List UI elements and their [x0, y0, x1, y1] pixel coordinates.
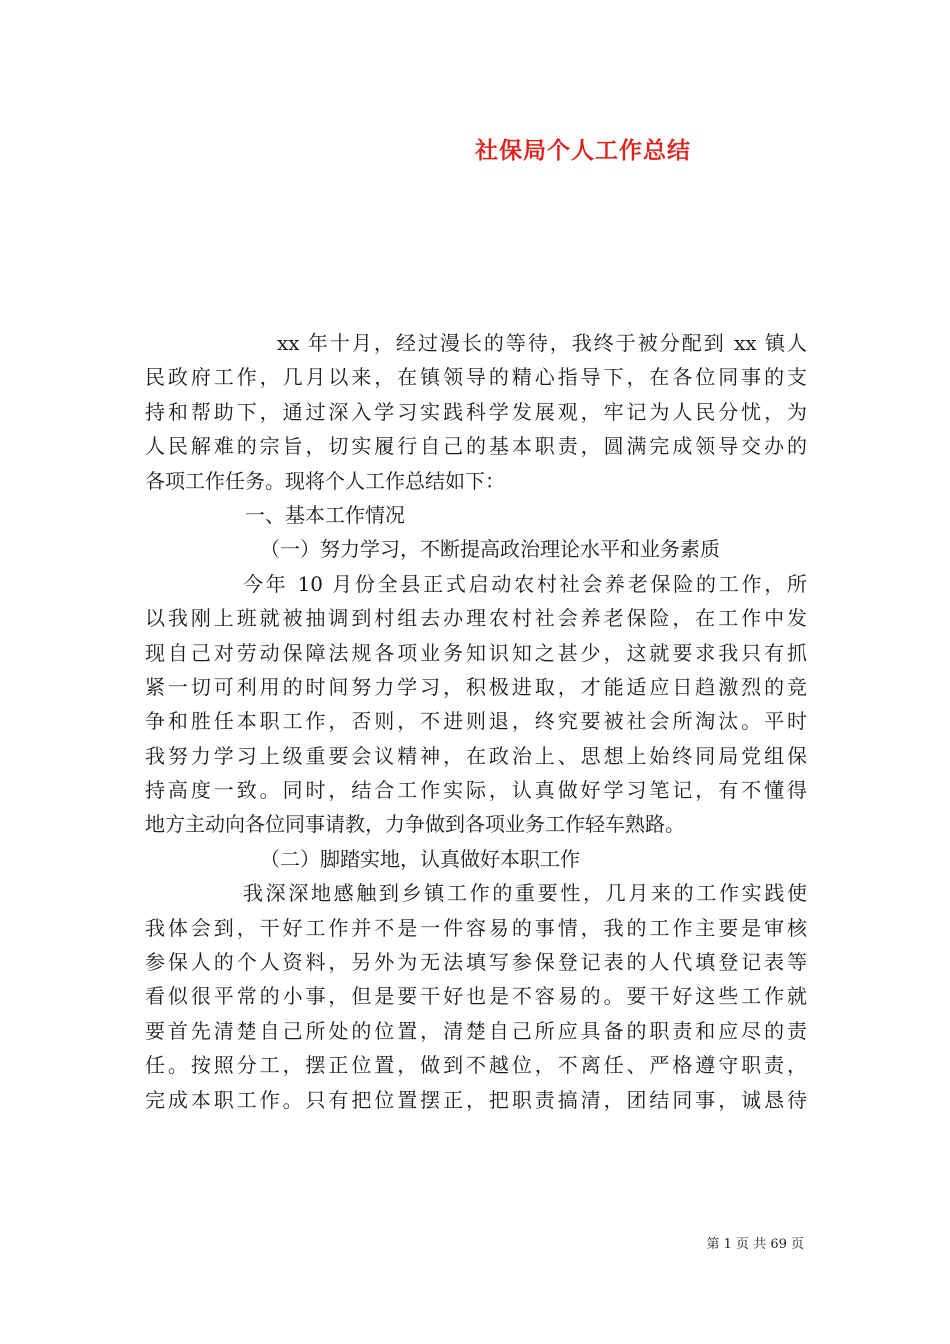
text-line: 现自己对劳动保障法规各项业务知识知之甚少，这就要求我只有抓 [145, 640, 807, 665]
text-line: 紧一切可利用的时间努力学习，积极进取，才能适应日趋激烈的竞 [145, 674, 807, 699]
text-line: 人民解难的宗旨，切实履行自己的基本职责，圆满完成领导交办的 [145, 434, 807, 459]
text-line: 争和胜任本职工作，否则，不进则退，终究要被社会所淘汰。平时 [145, 709, 807, 734]
text-line: 完成本职工作。只有把位置摆正，把职责搞清，团结同事，诚恳待 [145, 1087, 807, 1112]
text-line: 我深深地感触到乡镇工作的重要性，几月来的工作实践使 [243, 881, 807, 906]
text-line: 民政府工作，几月以来，在镇领导的精心指导下，在各位同事的支 [145, 365, 807, 390]
text-line: xx 年十月，经过漫长的等待，我终于被分配到 xx 镇人 [277, 331, 807, 355]
subsection-heading: （一）努力学习，不断提高政治理论水平和业务素质 [260, 537, 720, 562]
page-number: 第 1 页 共 69 页 [706, 1237, 804, 1252]
text-line: 各项工作任务。现将个人工作总结如下： [145, 468, 505, 493]
text-line: 今年 10 月份全县正式启动农村社会养老保险的工作，所 [243, 571, 807, 596]
subsection-heading: （二）脚踏实地，认真做好本职工作 [260, 846, 580, 871]
text-line: 以我刚上班就被抽调到村组去办理农村社会养老保险，在工作中发 [145, 606, 807, 631]
text-line: 持和帮助下，通过深入学习实践科学发展观，牢记为人民分忧，为 [145, 399, 807, 424]
text-line: 持高度一致。同时，结合工作实际，认真做好学习笔记，有不懂得 [145, 778, 807, 803]
text-line: 我体会到，干好工作并不是一件容易的事情，我的工作主要是审核 [145, 915, 807, 940]
text-line: 看似很平常的小事，但是要干好也是不容易的。要干好这些工作就 [145, 984, 807, 1009]
section-heading: 一、基本工作情况 [245, 502, 405, 527]
document-title: 社保局个人工作总结 [475, 137, 691, 164]
text-line: 我努力学习上级重要会议精神，在政治上、思想上始终同局党组保 [145, 743, 807, 768]
text-line: 任。按照分工，摆正位置，做到不越位，不离任、严格遵守职责， [145, 1053, 807, 1078]
text-line: 参保人的个人资料，另外为无法填写参保登记表的人代填登记表等 [145, 950, 807, 975]
document-body [145, 326, 807, 1117]
text-line: 地方主动向各位同事请教，力争做到各项业务工作轻车熟路。 [145, 812, 685, 837]
text-line: 要首先清楚自己所处的位置，清楚自己所应具备的职责和应尽的责 [145, 1018, 807, 1043]
